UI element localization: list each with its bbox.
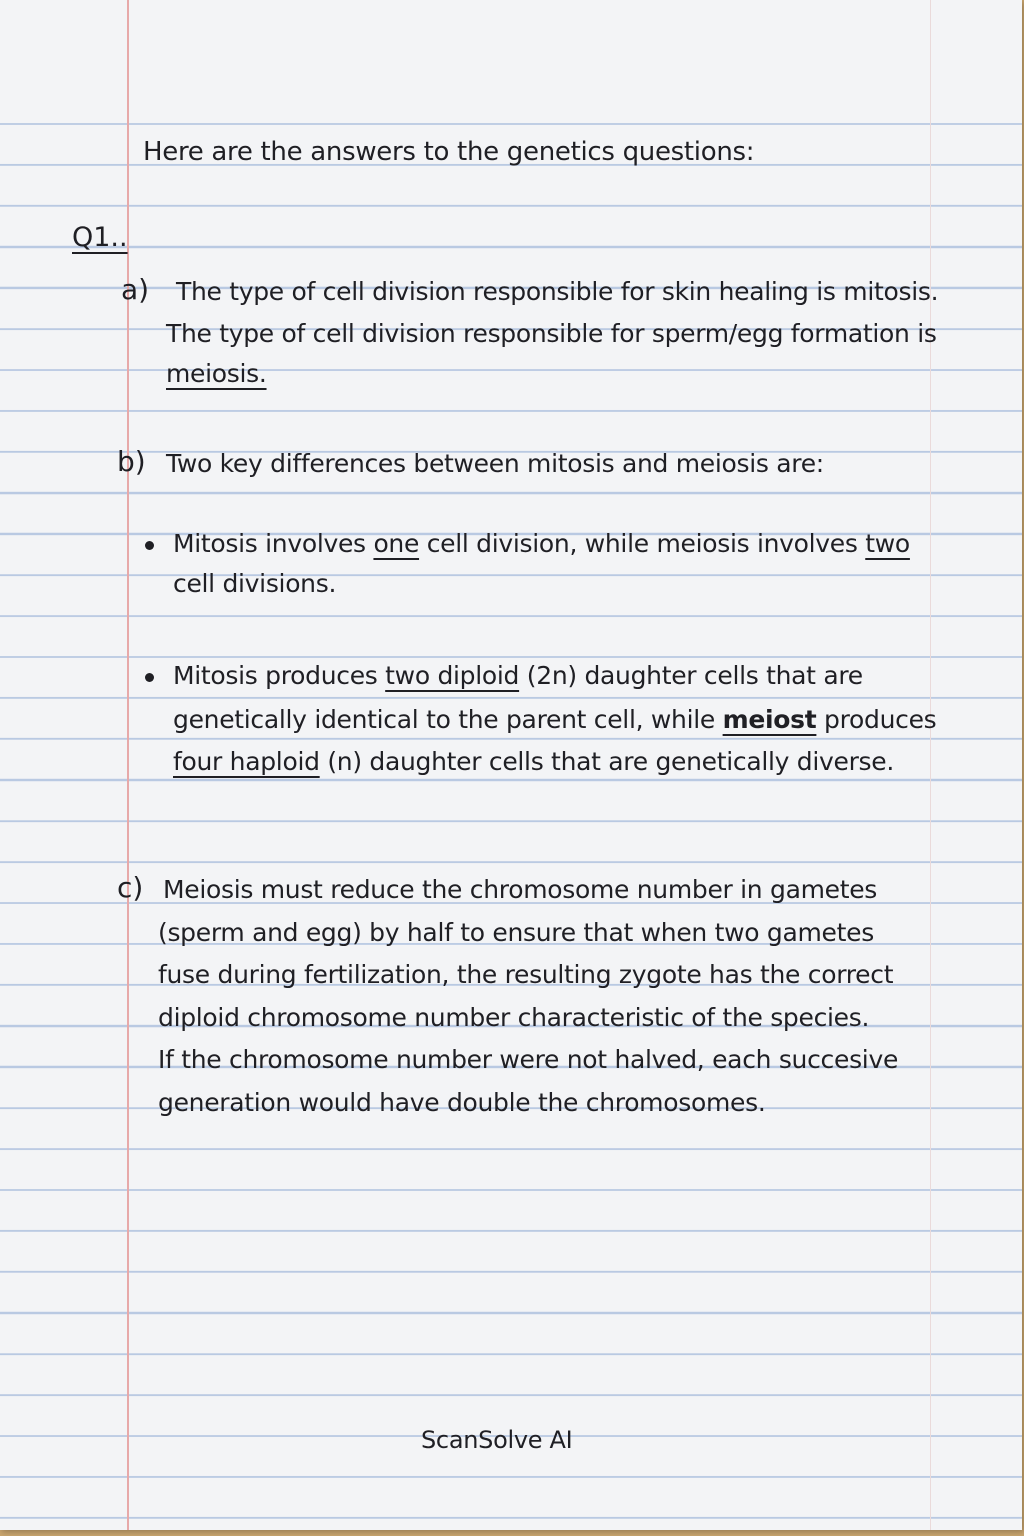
- part-c-line-5: If the chromosome number were not halved, each succesive: [158, 1045, 899, 1074]
- bullet-2-line-1: Mitosis produces two diploid (2n) daughter cells that are: [173, 661, 863, 690]
- bullet-1-line-1: Mitosis involves one cell division, while meiosis involves two: [173, 529, 910, 558]
- part-b-label: b): [117, 445, 146, 478]
- right-margin-line: [930, 0, 931, 1530]
- part-b-heading: Two key differences between mitosis and meiosis are:: [166, 449, 824, 478]
- bullet-2-line-3: four haploid (n) daughter cells that are genetically diverse.: [173, 747, 894, 776]
- intro-text: Here are the answers to the genetics questions:: [143, 137, 755, 167]
- bullet-1-line-2: cell divisions.: [173, 569, 337, 598]
- part-a-line-1: The type of cell division responsible for skin healing is mitosis.: [176, 277, 939, 306]
- part-c-line-3: fuse during fertilization, the resulting zygote has the correct: [158, 960, 894, 989]
- bullet-2-line-2: genetically identical to the parent cell, while meiost produces: [173, 705, 937, 734]
- bullet-dot: [145, 673, 154, 682]
- part-a-line-2: The type of cell division responsible for sperm/egg formation is: [166, 319, 937, 348]
- part-c-label: c): [117, 871, 144, 904]
- bullet-dot: [145, 541, 154, 550]
- question-label: Q1..: [72, 222, 128, 253]
- part-c-line-2: (sperm and egg) by half to ensure that when two gametes: [158, 918, 874, 947]
- part-c-line-1: Meiosis must reduce the chromosome number in gametes: [163, 875, 878, 904]
- part-c-line-4: diploid chromosome number characteristic of the species.: [158, 1003, 870, 1032]
- footer-brand: ScanSolve AI: [421, 1426, 573, 1454]
- part-a-label: a): [121, 273, 150, 306]
- part-a-line-3: meiosis.: [166, 359, 267, 388]
- part-c-line-6: generation would have double the chromosomes.: [158, 1088, 766, 1117]
